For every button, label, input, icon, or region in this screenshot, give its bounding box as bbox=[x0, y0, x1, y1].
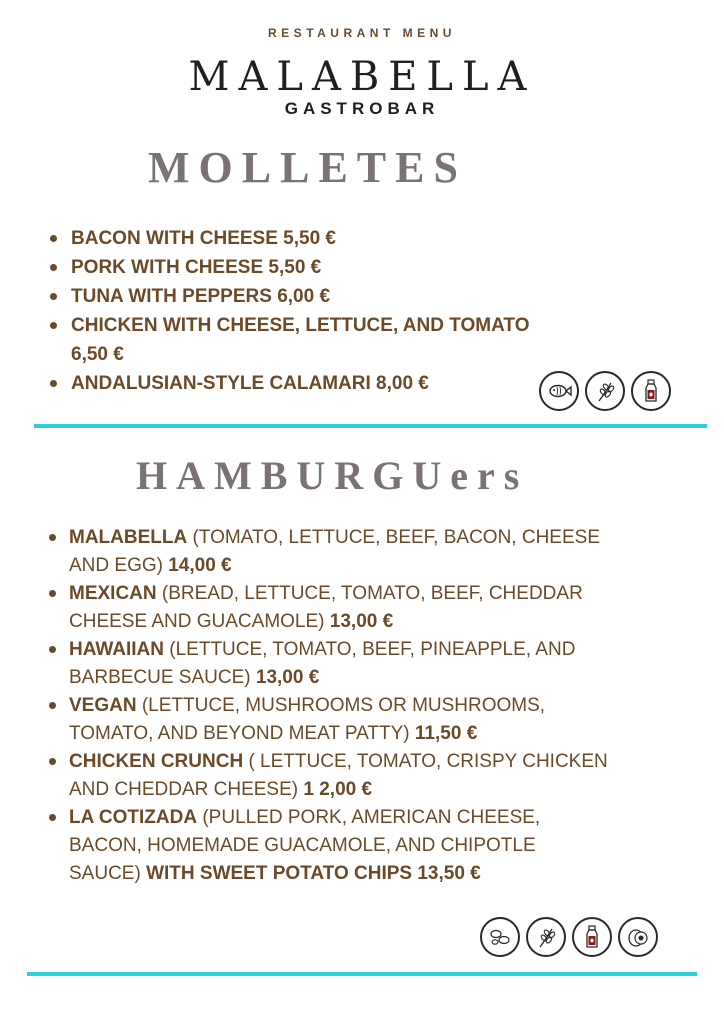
list-item bbox=[49, 692, 609, 748]
item-text: CHICKEN WITH CHEESE, LETTUCE, AND TOMATO 6,50 € bbox=[71, 315, 530, 365]
item-description: (LETTUCE, TOMATO, BEEF, PINEAPPLE, AND BARBECUE SAUCE) bbox=[69, 639, 576, 688]
molletes-allergen-icons bbox=[539, 371, 671, 411]
list-item bbox=[50, 282, 530, 311]
bullet bbox=[49, 758, 56, 765]
peanut-icon bbox=[480, 917, 520, 957]
item-description: (BREAD, LETTUCE, TOMATO, BEEF, CHEDDAR CHEESE AND GUACAMOLE) bbox=[69, 583, 583, 632]
bullet bbox=[49, 814, 56, 821]
brand-subtitle: GASTROBAR bbox=[284, 99, 440, 118]
gluten-icon bbox=[526, 917, 566, 957]
egg-icon bbox=[618, 917, 658, 957]
sauce-bottle-icon bbox=[631, 371, 671, 411]
molletes-list bbox=[50, 224, 530, 398]
fish-icon bbox=[539, 371, 579, 411]
item-name: CHICKEN CRUNCH bbox=[69, 751, 244, 772]
item-price: 11,50 € bbox=[414, 723, 478, 744]
list-item bbox=[49, 580, 609, 636]
bullet bbox=[49, 590, 56, 597]
item-price: 14,00 € bbox=[168, 555, 232, 576]
item-name: MEXICAN bbox=[69, 583, 157, 604]
brand-name: MALABELLA bbox=[188, 54, 536, 100]
hamburgers-allergen-icons bbox=[480, 917, 658, 957]
item-name: VEGAN bbox=[69, 695, 137, 716]
item-price: 13,00 € bbox=[255, 667, 320, 688]
item-description: (LETTUCE, MUSHROOMS OR MUSHROOMS, TOMATO, AND BEYOND MEAT PATTY) bbox=[69, 695, 546, 744]
section-divider bbox=[27, 972, 697, 976]
item-name: LA COTIZADA bbox=[69, 807, 198, 828]
list-item bbox=[49, 804, 609, 888]
item-name: MALABELLA bbox=[69, 527, 188, 548]
gluten-icon bbox=[585, 371, 625, 411]
item-description: ( LETTUCE, TOMATO, CRISPY CHICKEN AND CHEDDAR CHEESE) bbox=[69, 751, 608, 800]
bullet bbox=[50, 293, 57, 300]
list-item bbox=[50, 311, 530, 369]
menu-eyebrow: RESTAURANT MENU bbox=[268, 26, 456, 40]
item-description: (PULLED PORK, AMERICAN CHEESE, BACON, HOMEMADE GUACAMOLE, AND CHIPOTLE SAUCE) bbox=[69, 807, 541, 884]
item-price: WITH SWEET POTATO CHIPS 13,50 € bbox=[146, 863, 481, 884]
list-item bbox=[49, 636, 609, 692]
bullet bbox=[49, 702, 56, 709]
list-item bbox=[50, 224, 530, 253]
section-title-hamburgers: HAMBURGUers bbox=[136, 453, 529, 498]
bullet bbox=[49, 534, 56, 541]
item-text: BACON WITH CHEESE 5,50 € bbox=[71, 228, 336, 249]
list-item bbox=[50, 369, 530, 398]
bullet bbox=[50, 322, 57, 329]
hamburgers-list bbox=[49, 524, 609, 888]
item-text: TUNA WITH PEPPERS 6,00 € bbox=[71, 286, 331, 307]
list-item bbox=[49, 524, 609, 580]
item-price: 13,00 € bbox=[329, 611, 394, 632]
section-title-molletes: MOLLETES bbox=[148, 143, 467, 192]
section-divider bbox=[34, 424, 707, 428]
item-text: ANDALUSIAN-STYLE CALAMARI 8,00 € bbox=[71, 373, 429, 394]
item-description: (TOMATO, LETTUCE, BEEF, BACON, CHEESE AND EGG) bbox=[69, 527, 600, 576]
bullet bbox=[49, 646, 56, 653]
item-name: HAWAIIAN bbox=[69, 639, 164, 660]
bullet bbox=[50, 235, 57, 242]
bullet bbox=[50, 264, 57, 271]
sauce-bottle-icon bbox=[572, 917, 612, 957]
bullet bbox=[50, 380, 57, 387]
item-text: PORK WITH CHEESE 5,50 € bbox=[71, 257, 322, 278]
item-price: 1 2,00 € bbox=[303, 779, 373, 800]
list-item bbox=[49, 748, 609, 804]
list-item bbox=[50, 253, 530, 282]
